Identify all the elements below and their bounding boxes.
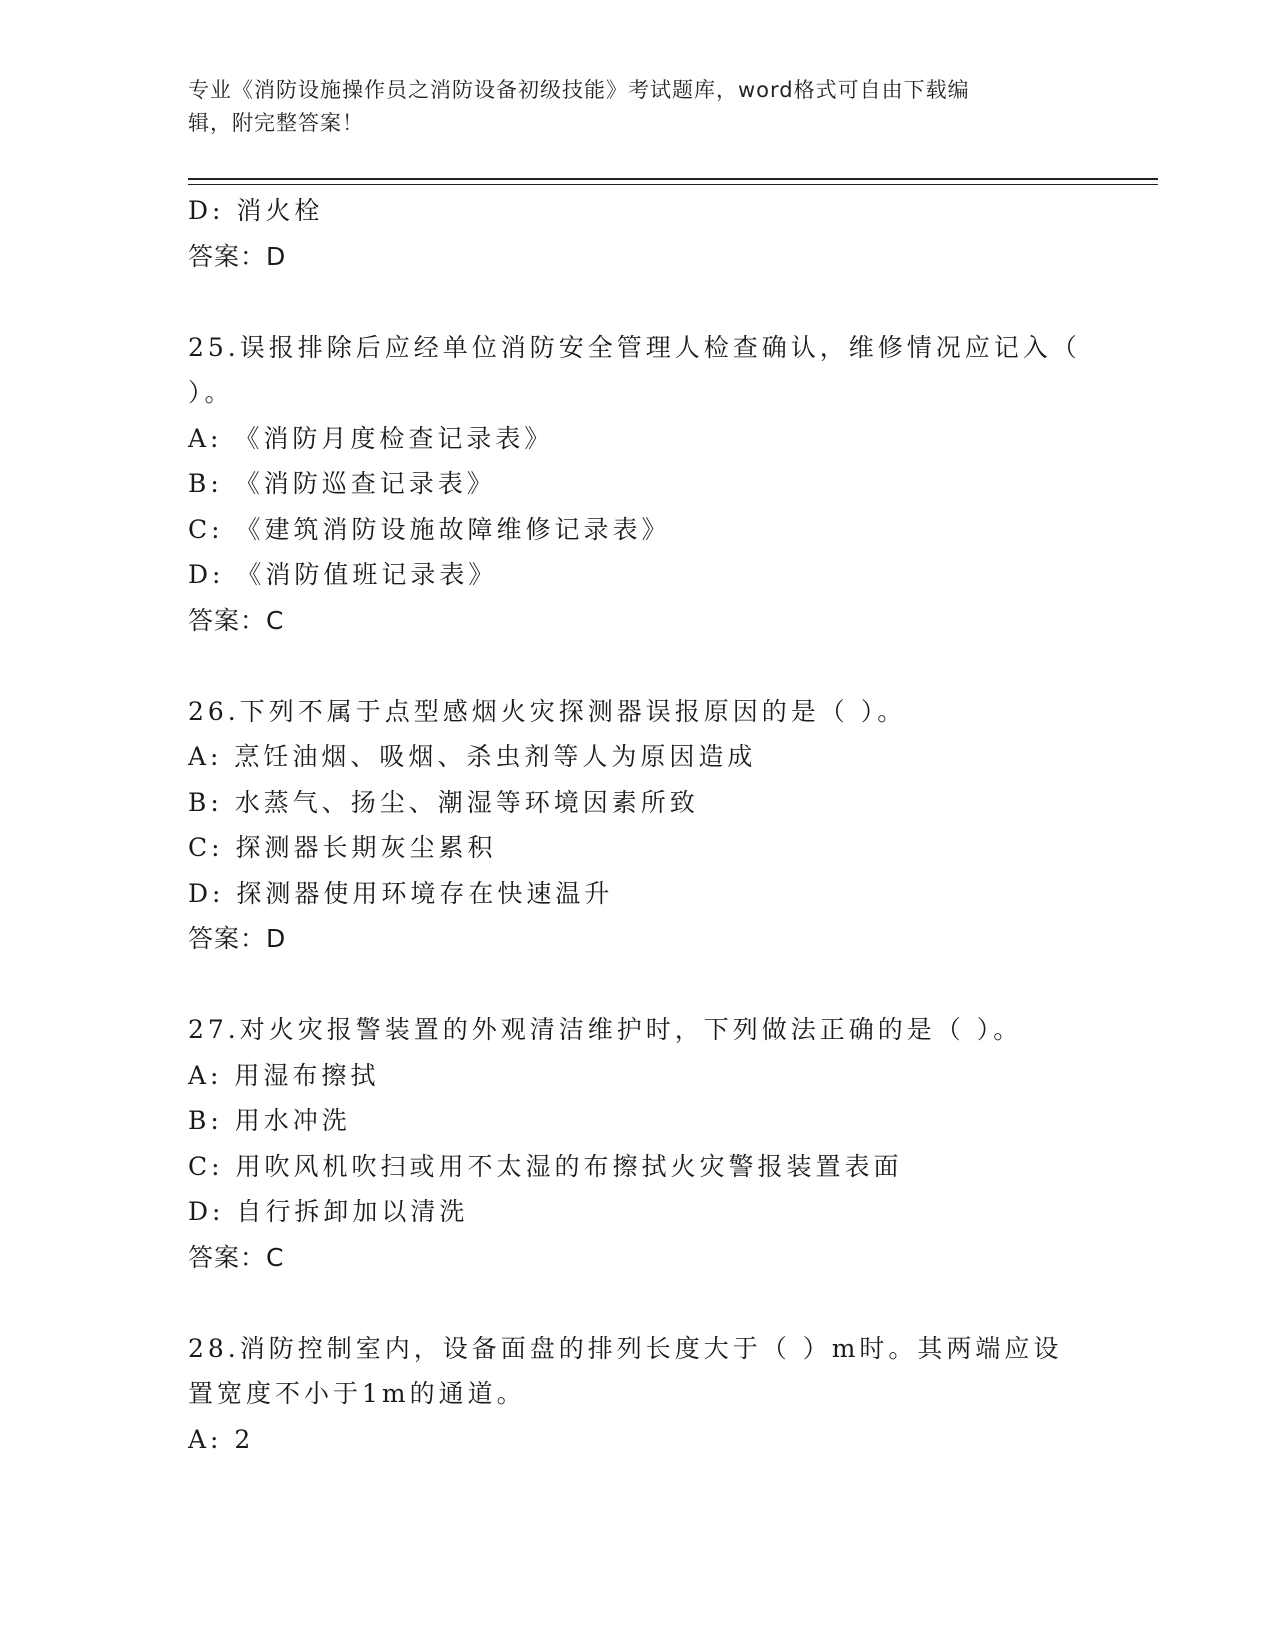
header-line-1: 专业《消防设施操作员之消防设备初级技能》考试题库，word格式可自由下载编 bbox=[188, 78, 970, 102]
prev-answer: 答案：D bbox=[188, 241, 287, 271]
option-c: C: 用吹风机吹扫或用不太湿的布擦拭火灾警报装置表面 bbox=[188, 1151, 903, 1181]
option-b: B: 《消防巡查记录表》 bbox=[188, 469, 496, 498]
question-27 bbox=[188, 1007, 1088, 1280]
spacer bbox=[188, 279, 1088, 325]
option-c: C: 《建筑消防设施故障维修记录表》 bbox=[188, 514, 671, 544]
option-a: A: 2 bbox=[188, 1424, 255, 1454]
option-d: D: 探测器使用环境存在快速温升 bbox=[188, 878, 614, 908]
question-content bbox=[188, 188, 1088, 1462]
option-d: D: 自行拆卸加以清洗 bbox=[188, 1197, 469, 1226]
prev-option-d: D: 消火栓 bbox=[188, 196, 324, 225]
header-divider-thin bbox=[188, 184, 1158, 185]
question-stem: 27.对火灾报警装置的外观清洁维护时，下列做法正确的是（ ）。 bbox=[188, 1015, 1023, 1044]
question-stem: 25.误报排除后应经单位消防安全管理人检查确认，维修情况应记入（ ）。 bbox=[188, 332, 1081, 407]
option-b: B: 用水冲洗 bbox=[188, 1106, 351, 1135]
answer: 答案：C bbox=[188, 605, 285, 635]
spacer bbox=[188, 962, 1088, 1008]
answer: 答案：C bbox=[188, 1242, 285, 1272]
option-a: A: 《消防月度检查记录表》 bbox=[188, 423, 554, 453]
spacer bbox=[188, 643, 1088, 689]
option-b: B: 水蒸气、扬尘、潮湿等环境因素所致 bbox=[188, 787, 699, 817]
header-line-2: 辑，附完整答案！ bbox=[188, 111, 364, 135]
question-stem: 28.消防控制室内，设备面盘的排列长度大于（ ）m时。其两端应设置宽度不小于1m的通道。 bbox=[188, 1333, 1063, 1408]
question-28 bbox=[188, 1326, 1088, 1463]
header-divider-thick bbox=[188, 178, 1158, 180]
question-stem: 26.下列不属于点型感烟火灾探测器误报原因的是（ ）。 bbox=[188, 696, 907, 726]
option-c: C: 探测器长期灰尘累积 bbox=[188, 833, 497, 862]
question-26 bbox=[188, 689, 1088, 962]
document-header bbox=[188, 74, 1068, 140]
option-a: A: 烹饪油烟、吸烟、杀虫剂等人为原因造成 bbox=[188, 742, 757, 771]
question-25 bbox=[188, 325, 1088, 644]
option-d: D: 《消防值班记录表》 bbox=[188, 560, 498, 589]
option-a: A: 用湿布擦拭 bbox=[188, 1060, 380, 1090]
spacer bbox=[188, 1280, 1088, 1326]
answer: 答案：D bbox=[188, 924, 287, 953]
